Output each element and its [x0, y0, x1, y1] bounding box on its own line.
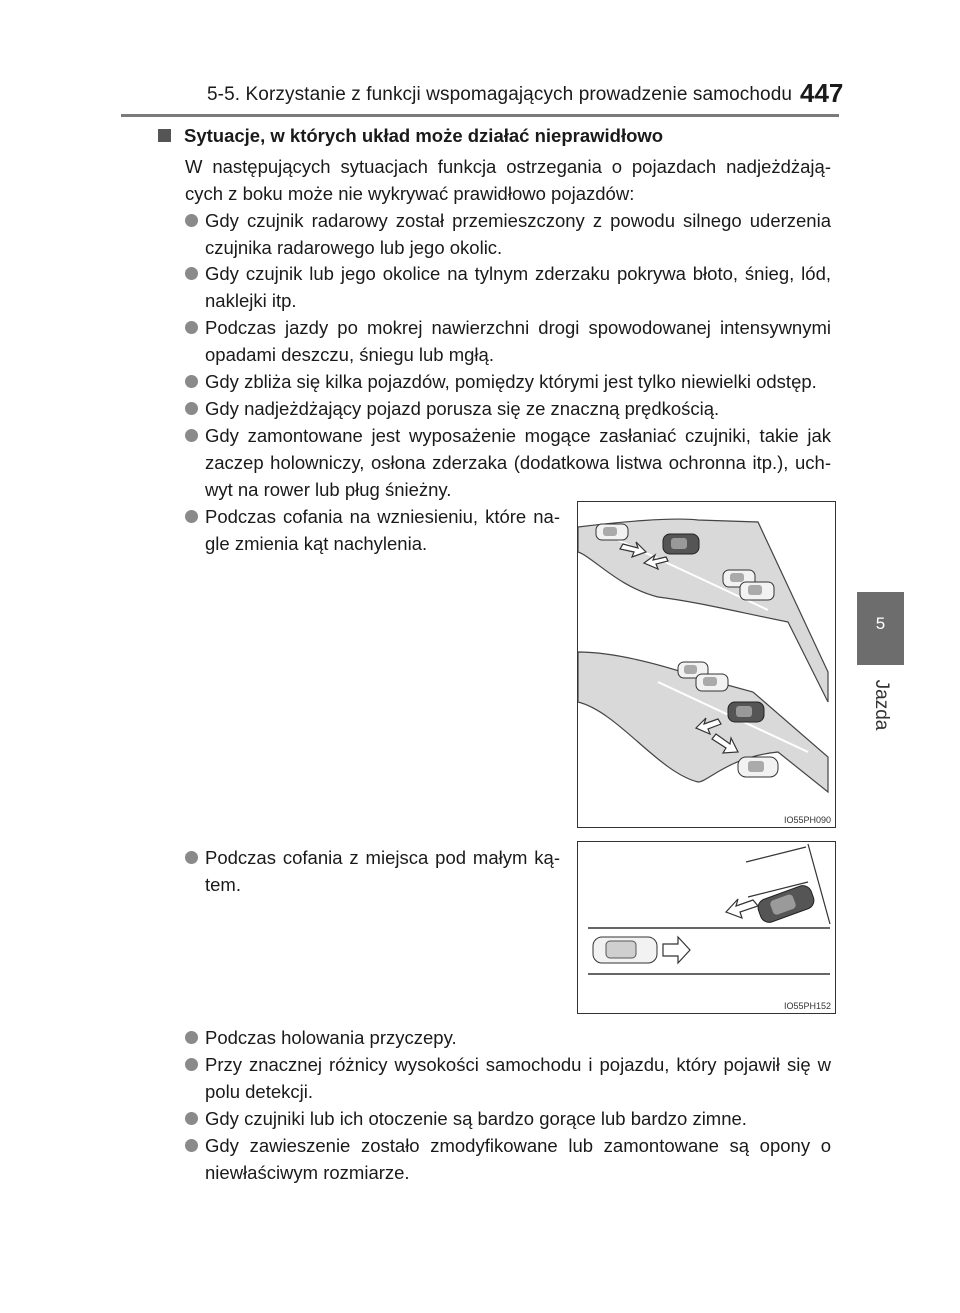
- bullet-dot-icon: [185, 1058, 198, 1071]
- chapter-tab[interactable]: [857, 592, 904, 665]
- bullet-dot-icon: [185, 510, 198, 523]
- bullet-item: [185, 395, 831, 422]
- bullet-text: Podczas jazdy po mokrej nawierzchni drogi spowodowanej intensywnymi opadami deszczu, śniegu lub mgłą.: [205, 317, 831, 365]
- arrow-icon: [663, 937, 690, 963]
- bullet-item: [185, 1132, 831, 1186]
- bullet-item: [185, 503, 560, 557]
- figure-angled-parking: [577, 841, 836, 1014]
- bullet-item: [185, 1051, 831, 1105]
- bullet-text: Gdy zamontowane jest wyposażenie mogące zasłaniać czujniki, takie jak zaczep holowniczy, osłona zderzaka (dodatkowa listwa ochronna itp.), uch-wyt na rower lub pług śnieżny.: [205, 425, 831, 500]
- bullet-item: [185, 1024, 831, 1051]
- bullet-item: [185, 207, 831, 261]
- bullet-text: Gdy zbliża się kilka pojazdów, pomiędzy którymi jest tylko niewielki odstęp.: [205, 371, 817, 392]
- bullet-dot-icon: [185, 402, 198, 415]
- bullet-dot-icon: [185, 375, 198, 388]
- figure-code: IO55PH152: [783, 1001, 831, 1011]
- car-icon: [740, 582, 774, 600]
- car-icon: [738, 757, 778, 777]
- car-icon: [596, 524, 628, 540]
- square-bullet-icon: [158, 129, 171, 142]
- car-icon: [593, 937, 657, 963]
- bullet-item: [185, 314, 831, 368]
- bullet-dot-icon: [185, 321, 198, 334]
- car-icon: [728, 702, 764, 722]
- bullet-dot-icon: [185, 851, 198, 864]
- bullet-text: Gdy czujniki lub ich otoczenie są bardzo gorące lub bardzo zimne.: [205, 1108, 747, 1129]
- arrow-icon: [726, 899, 758, 918]
- bullet-item: [185, 422, 831, 503]
- figure-code: IO55PH090: [783, 815, 831, 825]
- section-heading: [158, 125, 663, 147]
- bullet-text: Podczas cofania z miejsca pod małym ką-tem.: [205, 847, 560, 895]
- bullet-text: Gdy nadjeżdżający pojazd porusza się ze znaczną prędkością.: [205, 398, 720, 419]
- page-number: 447: [800, 78, 844, 108]
- chapter-number: 5: [875, 614, 886, 633]
- bullet-text: Gdy czujnik radarowy został przemieszczony z powodu silnego uderzenia czujnika radarowego lub jego okolic.: [205, 210, 831, 258]
- bullet-dot-icon: [185, 429, 198, 442]
- car-icon: [696, 674, 728, 691]
- bullet-dot-icon: [185, 214, 198, 227]
- bullet-dot-icon: [185, 267, 198, 280]
- bullet-text: Podczas holowania przyczepy.: [205, 1027, 457, 1048]
- bullet-text: Gdy czujnik lub jego okolice na tylnym zderzaku pokrywa błoto, śnieg, lód, naklejki itp.: [205, 263, 831, 311]
- intro-paragraph: W następujących sytuacjach funkcja ostrzegania o pojazdach nadjeżdżają-cych z boku może nie wykrywać prawidłowo pojazdów:: [185, 156, 831, 204]
- chapter-label-text: Jazda: [871, 679, 892, 731]
- bullet-item: [185, 368, 831, 395]
- bullet-dot-icon: [185, 1031, 198, 1044]
- bullet-text: Podczas cofania na wzniesieniu, które na-gle zmienia kąt nachylenia.: [205, 506, 560, 554]
- bullet-dot-icon: [185, 1139, 198, 1152]
- bullet-item: [185, 260, 831, 314]
- slope-illustration: [578, 502, 834, 826]
- header-section-title: 5-5. Korzystanie z funkcji wspomagających prowadzenie samochodu: [207, 84, 793, 105]
- car-icon: [663, 534, 699, 554]
- car-icon: [756, 883, 817, 925]
- chapter-label: [866, 672, 896, 742]
- bullet-item: [185, 844, 560, 898]
- bullet-item: [185, 1105, 831, 1132]
- bullet-text: Przy znacznej różnicy wysokości samochodu i pojazdu, który pojawił się w polu detekcji.: [205, 1054, 831, 1102]
- figure-slope-reversing: [577, 501, 836, 828]
- header-rule: [121, 114, 839, 117]
- bullet-text: Gdy zawieszenie zostało zmodyfikowane lub zamontowane są opony o niewłaściwym rozmiarze.: [205, 1135, 831, 1183]
- section-heading-text: Sytuacje, w których układ może działać nieprawidłowo: [184, 125, 664, 146]
- bullet-dot-icon: [185, 1112, 198, 1125]
- parking-illustration: [578, 842, 834, 1012]
